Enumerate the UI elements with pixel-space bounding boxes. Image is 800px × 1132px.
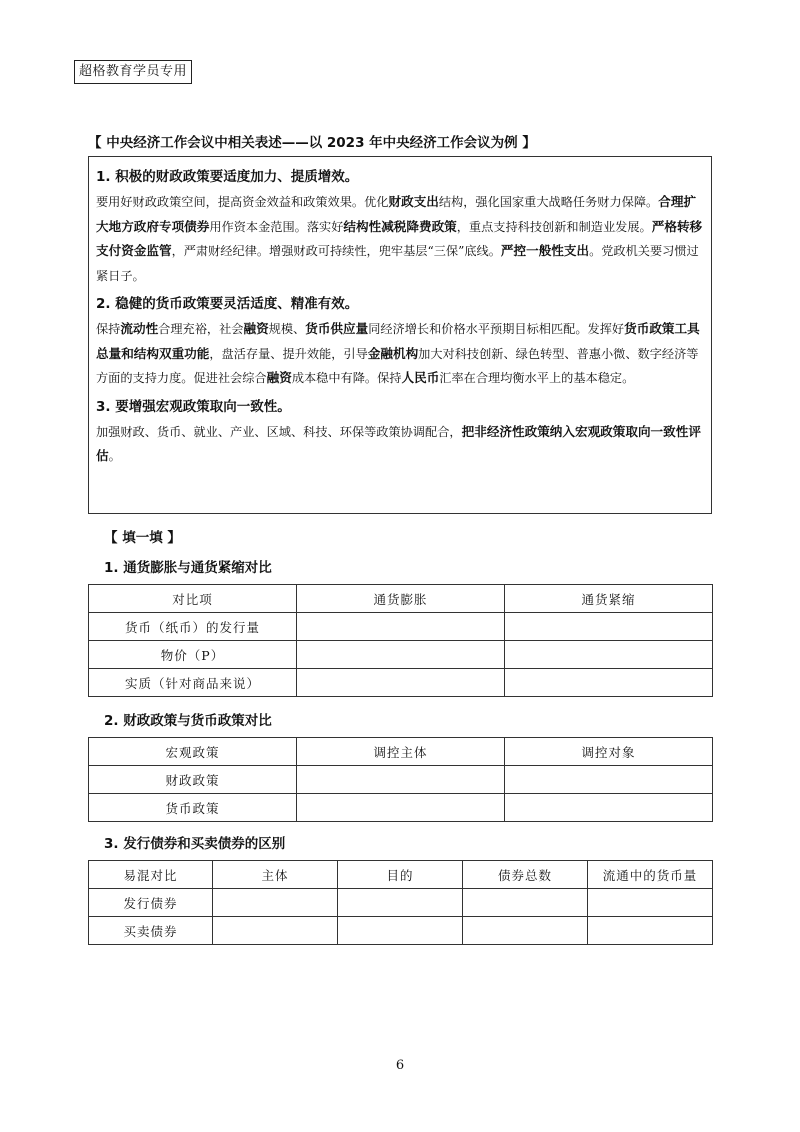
body-text: ，重点支持科技创新和制造业发展。	[456, 219, 652, 234]
body-text: 成本稳中有降。保持	[291, 371, 402, 385]
point-1-heading: 1. 积极的财政政策要适度加力、提质增效。	[96, 169, 359, 185]
answer-cell[interactable]	[338, 917, 463, 945]
emphasized-term: 货币供应量	[305, 321, 369, 336]
body-text: 要用好财政政策空间，提高资金效益和政策效果。优化	[96, 195, 389, 209]
body-text: 结构，强化国家重大战略任务财力保障。	[438, 195, 659, 209]
row-label: 买卖债券	[89, 917, 213, 945]
table-header-cell: 通货膨胀	[297, 585, 505, 613]
body-text: 汇率在合理均衡水平上的基本稳定。	[439, 371, 635, 385]
table-row	[89, 794, 713, 822]
table-header-cell: 流通中的货币量	[588, 861, 713, 889]
section-title: 【 中央经济工作会议中相关表述——以 2023 年中央经济工作会议为例 】	[88, 135, 536, 151]
table-header-cell: 通货紧缩	[505, 585, 713, 613]
point-3-body	[96, 420, 704, 469]
table-row	[89, 613, 713, 641]
table1-title: 1. 通货膨胀与通货紧缩对比	[104, 560, 272, 576]
table-header-cell: 目的	[338, 861, 463, 889]
table-header-cell: 调控主体	[297, 738, 505, 766]
table-header-cell: 调控对象	[505, 738, 713, 766]
answer-cell[interactable]	[505, 613, 713, 641]
emphasized-term: 人民币	[401, 370, 440, 385]
emphasized-term: 融资	[266, 370, 292, 385]
answer-cell[interactable]	[505, 794, 713, 822]
answer-cell[interactable]	[297, 669, 505, 697]
table3-title: 3. 发行债券和买卖债券的区别	[104, 836, 286, 852]
emphasized-term: 融资	[243, 321, 269, 336]
table-row	[89, 641, 713, 669]
answer-cell[interactable]	[213, 917, 338, 945]
fill-section-title: 【 填一填 】	[104, 530, 181, 546]
body-text: ，盘活存量、提升效能，引导	[209, 346, 368, 361]
row-label: 实质（针对商品来说）	[89, 669, 297, 697]
answer-cell[interactable]	[505, 669, 713, 697]
header-stamp: 超格教育学员专用	[74, 60, 192, 84]
emphasized-term: 结构性减税降费政策	[343, 218, 457, 234]
body-text: 加大对科技创新、绿色转型、普惠小微、数字经济等方面的支持力度。促进社会综合	[96, 346, 699, 385]
answer-cell[interactable]	[297, 766, 505, 794]
fiscal-monetary-table	[88, 737, 713, 822]
table-header-cell: 宏观政策	[89, 738, 297, 766]
row-label: 财政政策	[89, 766, 297, 794]
table-row	[89, 669, 713, 697]
body-text: 合理充裕，社会	[158, 322, 244, 336]
emphasized-term: 严格转移支付资金监管	[96, 218, 703, 258]
point-3-heading: 3. 要增强宏观政策取向一致性。	[96, 398, 291, 415]
row-label: 货币（纸币）的发行量	[89, 613, 297, 641]
table-header-cell: 主体	[213, 861, 338, 889]
row-label: 发行债券	[89, 889, 213, 917]
table-header-row	[89, 738, 713, 766]
table-header-cell: 易混对比	[89, 861, 213, 889]
answer-cell[interactable]	[588, 917, 713, 945]
answer-cell[interactable]	[213, 889, 338, 917]
page-number: 6	[395, 1058, 405, 1073]
answer-cell[interactable]	[297, 641, 505, 669]
answer-cell[interactable]	[505, 641, 713, 669]
emphasized-term: 合理扩大地方政府专项债券	[96, 194, 697, 234]
table-header-cell: 对比项	[89, 585, 297, 613]
point-2-body	[96, 317, 704, 391]
table-row	[89, 917, 713, 945]
table-header-row	[89, 861, 713, 889]
body-text: 用作资本金范围。落实好	[209, 219, 344, 234]
table-row	[89, 889, 713, 917]
table-header-row	[89, 585, 713, 613]
row-label: 货币政策	[89, 794, 297, 822]
body-text: 保持	[96, 322, 121, 336]
table2-title: 2. 财政政策与货币政策对比	[104, 713, 272, 729]
point-2-heading: 2. 稳健的货币政策要灵活适度、精准有效。	[96, 296, 359, 312]
emphasized-term: 货币政策工具总量和结构双重功能	[96, 321, 700, 361]
answer-cell[interactable]	[463, 889, 588, 917]
answer-cell[interactable]	[463, 917, 588, 945]
emphasized-term: 金融机构	[367, 345, 419, 361]
answer-cell[interactable]	[505, 766, 713, 794]
table-row	[89, 766, 713, 794]
emphasized-term: 流动性	[120, 321, 159, 336]
emphasized-term: 严控一般性支出	[500, 243, 590, 258]
body-text: 同经济增长和价格水平预期目标相匹配。发挥好	[368, 322, 625, 336]
answer-cell[interactable]	[588, 889, 713, 917]
policy-box	[88, 156, 712, 514]
body-text: 。党政机关要习惯过紧日子。	[96, 244, 699, 283]
answer-cell[interactable]	[297, 794, 505, 822]
inflation-deflation-table	[88, 584, 713, 697]
emphasized-term: 把非经济性政策纳入宏观政策取向一致性评估	[96, 423, 701, 463]
table-header-cell: 债券总数	[463, 861, 588, 889]
row-label: 物价（P）	[89, 641, 297, 669]
body-text: 加强财政、货币、就业、产业、区域、科技、环保等政策协调配合，	[96, 424, 462, 439]
point-1-body	[96, 190, 704, 288]
emphasized-term: 财政支出	[388, 194, 439, 209]
body-text: 。	[108, 449, 121, 463]
answer-cell[interactable]	[297, 613, 505, 641]
answer-cell[interactable]	[338, 889, 463, 917]
bond-comparison-table	[88, 860, 713, 945]
body-text: 规模、	[268, 322, 306, 336]
body-text: ，严肃财经纪律。增强财政可持续性，兜牢基层“三保”底线。	[171, 244, 501, 258]
